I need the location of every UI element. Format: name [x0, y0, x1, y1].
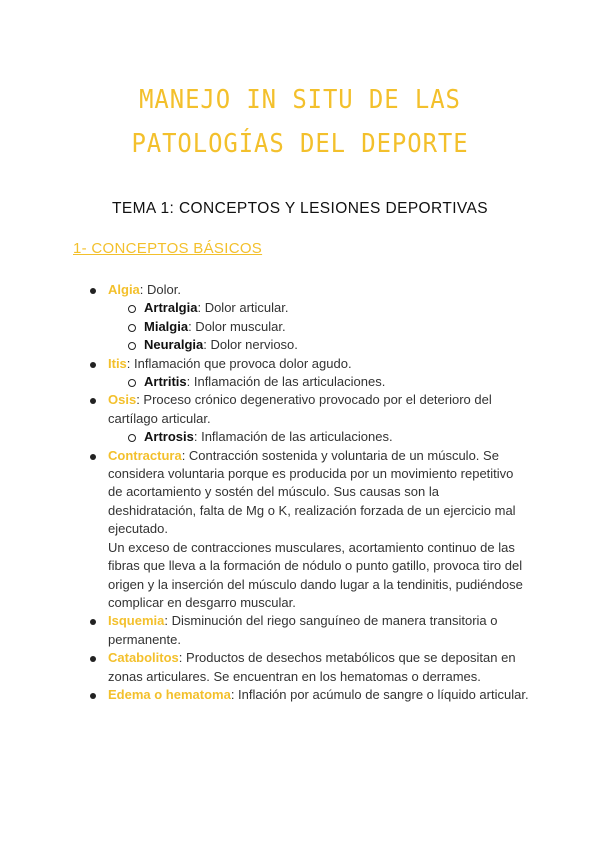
circle-bullet-icon: [128, 324, 136, 332]
sub-definition: : Inflamación de las articulaciones.: [193, 429, 393, 445]
bullet-icon: [90, 656, 96, 662]
term: Algia: [108, 282, 140, 297]
definition: : Inflación por acúmulo de sangre o líquido articular.: [230, 686, 529, 702]
definition: : Inflamación que provoca dolor agudo.: [126, 355, 352, 371]
bullet-icon: [90, 454, 96, 460]
sub-list: [108, 373, 530, 391]
list-item: [108, 355, 530, 392]
sub-definition: : Inflamación de las articulaciones.: [186, 374, 386, 390]
list-item: [108, 281, 530, 355]
concepts-list: [108, 281, 530, 704]
circle-bullet-icon: [128, 342, 136, 350]
bullet-icon: [90, 362, 96, 368]
term: Itis: [108, 355, 127, 371]
bullet-icon: [90, 398, 96, 404]
sub-term: Artrosis: [144, 429, 194, 445]
document-title: MANEJO IN SITU DE LAS PATOLOGÍAS DEL DEPORTE: [131, 85, 469, 159]
term: Isquemia: [108, 613, 165, 629]
sub-definition: : Dolor muscular.: [188, 318, 286, 334]
section-heading: 1- CONCEPTOS BÁSICOS: [73, 240, 263, 257]
sub-list-item: [144, 373, 530, 391]
tema-heading: TEMA 1: CONCEPTOS Y LESIONES DEPORTIVAS: [112, 200, 488, 217]
circle-bullet-icon: [128, 305, 136, 313]
sub-definition: : Dolor articular.: [197, 300, 289, 316]
circle-bullet-icon: [128, 379, 136, 387]
term: Osis: [108, 392, 137, 408]
bullet-icon: [90, 619, 96, 625]
sub-list-item: [144, 318, 530, 336]
sub-list-item: [144, 336, 530, 354]
definition: : Disminución del riego sanguíneo de manera transitoria o permanente.: [108, 613, 498, 647]
definition: : Dolor.: [139, 282, 181, 297]
definition: : Productos de desechos metabólicos que se depositan en zonas articulares. Se encuentran en los hematomas o derrames.: [108, 650, 516, 684]
sub-definition: : Dolor nervioso.: [203, 337, 298, 353]
term: Contractura: [108, 447, 182, 463]
definition: : Contracción sostenida y voluntaria de un músculo. Se considera voluntaria porque es producida por un movimiento repetitivo de acortamiento y sostén del músculo. Sus causas son la deshidratación, falta de Mg o K, realización forzada de un ejercicio mal ejecutado.: [108, 447, 516, 537]
sub-list-item: [144, 428, 530, 446]
sub-term: Mialgia: [144, 318, 189, 334]
term: Edema o hematoma: [108, 686, 231, 702]
list-item: [108, 686, 530, 704]
list-item: [108, 391, 530, 446]
term: Catabolitos: [108, 650, 179, 666]
sub-list: [108, 428, 530, 446]
sub-list: [108, 299, 530, 354]
bullet-icon: [90, 288, 96, 294]
sub-term: Artralgia: [144, 300, 198, 316]
list-item: [108, 612, 530, 649]
definition-continuation: Un exceso de contracciones musculares, acortamiento continuo de las fibras que lleva a la formación de nódulo o punto gatillo, provoca tiro del origen y la inserción del músculo dando lugar a la tendinitis, pudiéndose complicar en desgarro muscular.: [108, 539, 523, 610]
sub-list-item: [144, 299, 530, 317]
definition: : Proceso crónico degenerativo provocado por el deterioro del cartílago articular.: [108, 392, 492, 426]
bullet-icon: [90, 693, 96, 699]
circle-bullet-icon: [128, 434, 136, 442]
sub-term: Artritis: [144, 374, 187, 390]
list-item: [108, 649, 530, 686]
sub-term: Neuralgia: [144, 337, 204, 353]
list-item: [108, 447, 530, 613]
